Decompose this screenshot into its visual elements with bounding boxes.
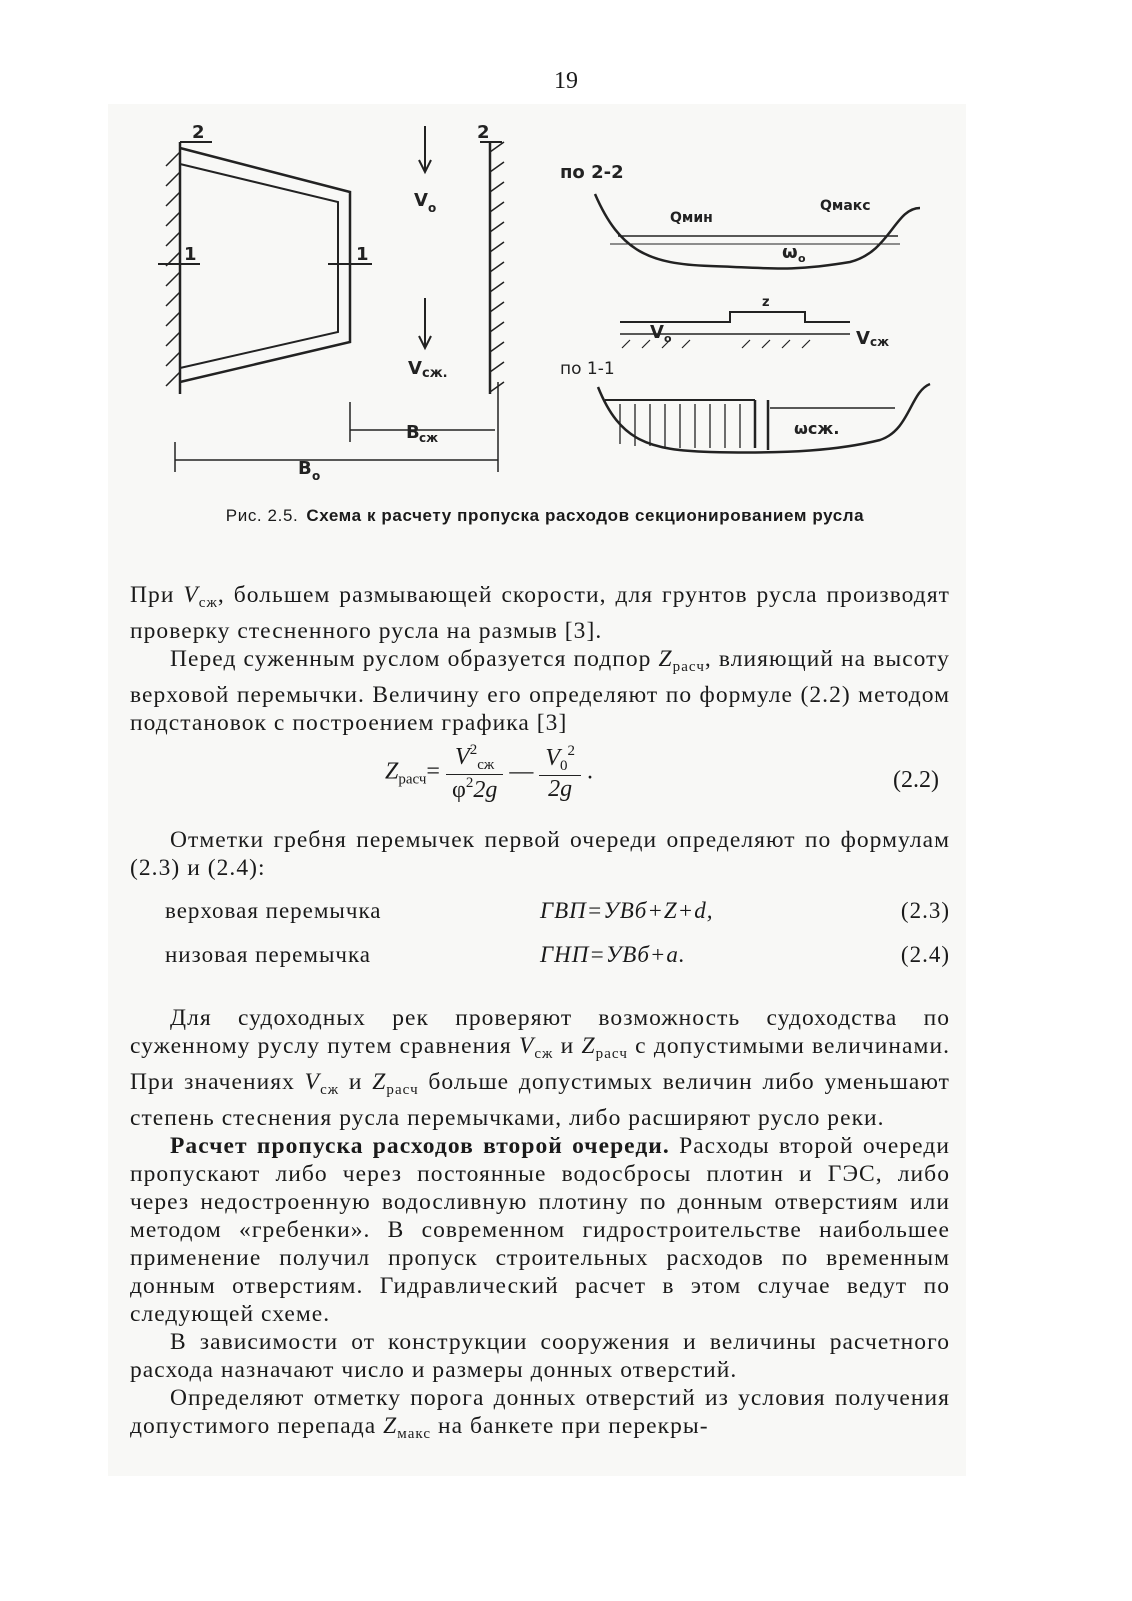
svg-text:сж.: сж. [422, 366, 448, 381]
section-heading-second-stage: Расчет пропуска расходов второй очереди. [170, 1133, 670, 1159]
label-v0: V [414, 190, 428, 211]
text-block-1 [130, 581, 950, 737]
figure-river-sectioning-scheme [150, 112, 960, 492]
label-vszh: V [408, 358, 422, 379]
label-qmin: Qмин [670, 210, 713, 226]
cofferdam-inner [180, 164, 338, 368]
paragraph-2: Перед суженным руслом образуется подпор $Z_{расч}$, влияющий на высоту верховой перемычки. Величину его определяют по формуле (2.2) методом подстановок с построением графика [3] [130, 646, 950, 736]
paragraph-1: При $V_{сж}$, большем размывающей скорости, для грунтов русла производят проверку стесненного русла на размыв [3]. [130, 582, 950, 644]
figure-caption [150, 506, 940, 526]
paragraph-3: Отметки гребня перемычек первой очереди определяют по формулам (2.3) и (2.4): [130, 827, 950, 881]
equation-2-4-number: (2.4) [900, 942, 950, 967]
equation-2-2-number: (2.2) [893, 767, 939, 793]
equation-2-3-expr: ГВП=УВб+Z+d, [540, 898, 714, 923]
paragraph-4: Для судоходных рек проверяют возможность судоходства по суженному руслу путем сравнения $V_{сж}$ и $Z_{расч}$ с допустимыми величинами. При значениях $V_{сж}$ и $Z_{расч}$ больше допустимых величин либо уменьшают степень стеснения русла перемычками, либо расширяют русло реки. [130, 1005, 951, 1131]
label-view-1-1: по 1-1 [560, 359, 615, 379]
equation-2-4-expr: ГНП=УВб+a. [540, 942, 686, 967]
page-number: 19 [554, 68, 578, 94]
svg-text:o: o [428, 201, 437, 215]
label-qmaks: Qмакс [820, 198, 871, 214]
label-view-2-2: по 2-2 [560, 162, 624, 183]
label-section-1-right: 1 [356, 244, 369, 265]
paragraph-5: Расчет пропуска расходов второй очереди. Расходы второй очереди пропускают либо через постоянные водосбросы плотин и ГЭС, либо через недостроенную водосливную плотину по донным отверстиям или методом «гребенки». В современном гидростроительстве наибольшее применение получил пропуск строительных расходов по временным донным отверстиям. Гидравлический расчет в этом случае ведут по следующей схеме. [130, 1133, 950, 1327]
label-section-1-left: 1 [184, 244, 197, 265]
label-vszh-flow: V [856, 328, 870, 349]
equation-2-4-label: низовая перемычка [165, 942, 371, 967]
label-section-2-right: 2 [477, 122, 490, 143]
fraction-1: $\frac{V^2_{сж}}{\varphi^22g}$ [446, 742, 503, 804]
equation-2-4 [165, 942, 950, 972]
text-block-2 [130, 826, 950, 882]
label-section-2-left: 2 [192, 122, 205, 143]
figure-caption-number: Рис. 2.5. [225, 506, 299, 525]
label-omega0: ω [782, 242, 798, 263]
river-section-1-1 [598, 384, 930, 453]
label-bszh: B [406, 422, 420, 443]
label-v0-flow: V [650, 322, 664, 343]
equation-2-3-label: верховая перемычка [165, 898, 382, 923]
text-block-3 [130, 1004, 950, 1448]
svg-text:сж: сж [419, 431, 439, 445]
paragraph-6: В зависимости от конструкции сооружения и величины расчетного расхода назначают число и размеры донных отверстий. [130, 1329, 950, 1383]
equation-2-3-number: (2.3) [900, 898, 950, 923]
figure-caption-text: Схема к расчету пропуска расходов секционированием русла [306, 506, 865, 525]
label-omega-szh: ωсж. [794, 419, 840, 438]
svg-text:o: o [798, 252, 806, 265]
svg-text:o: o [312, 469, 321, 483]
label-z: z [762, 295, 770, 310]
equation-2-2: $Z_{расч}=$ $\frac{V^2_{сж}}{\varphi^22g}$ — $\frac{V_0^2}{2g}$ . [385, 742, 593, 803]
equation-2-3 [165, 898, 950, 928]
cofferdam-outer [180, 148, 350, 382]
label-b0: B [298, 458, 312, 479]
svg-text:o: o [664, 332, 672, 345]
fraction-2: $\frac{V_0^2}{2g}$ [539, 743, 581, 803]
river-section-2-2 [595, 194, 920, 269]
svg-text:сж: сж [870, 335, 890, 349]
paragraph-7: Определяют отметку порога донных отверстий из условия получения допустимого перепада $Z_{макс}$ на банкете при перекры- [130, 1385, 950, 1442]
